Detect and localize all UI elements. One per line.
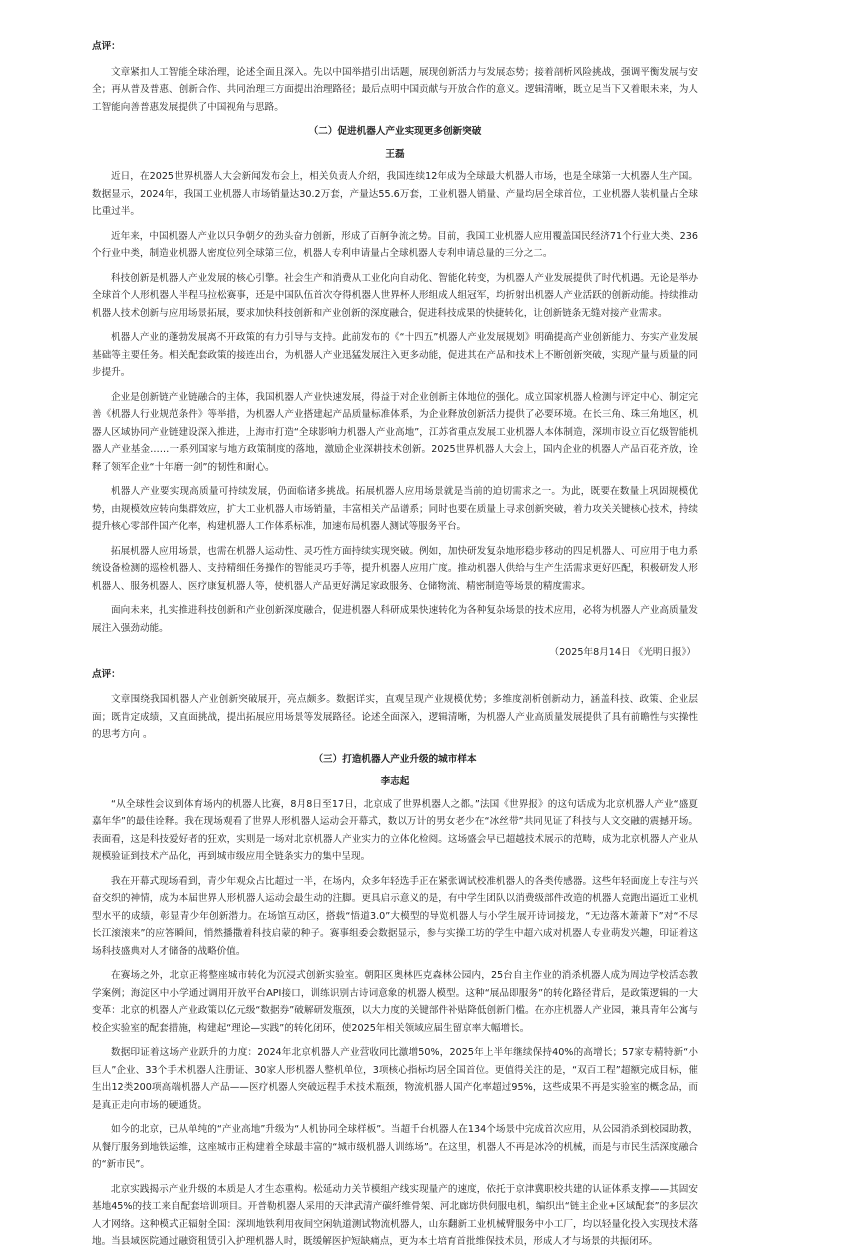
comment-text: 文章围绕我国机器人产业创新突破展开，亮点颇多。数据详实，直观呈现产业规模优势；多维度剖析创新动力，涵盖科技、政策、企业层面；既肯定成绩，又直面挑战，提出拓展应用场景等发展路径。论述全面深入，逻辑清晰，为机器人产业高质量发展提供了具有前瞻性与实操性的思考方向 。 [92, 694, 698, 740]
paragraph: 数据印证着这场产业跃升的力度：2024年北京机器人产业营收同比激增50%，2025年上半年继续保持40%的高增长；57家专精特新“小巨人”企业、33个手术机器人注册证、30家人形机器人整机单位，3项核心指标均居全国首位。更值得关注的是，“双百工程”超额完成目标，催生出12类200项高端机器人产品——医疗机器人突破远程手术技术瓶颈，物流机器人国产化率超过95%，这些成果不再是实验室的概念品，而是真正走向市场的硬通货。 [92, 1047, 698, 1111]
comment-label: 点评： [92, 668, 121, 680]
spacer [92, 683, 698, 691]
paragraph: 我在开幕式现场看到，青少年观众占比超过一半，在场内，众多年轻选手正在紧张调试校准机器人的各类传感器。这些年轻面庞上专注与兴奋交织的神情，成为本届世界人形机器人运动会最生动的注脚。更具启示意义的是，有中学生团队以消费级部件改造的机器人竞跑出逼近工业机型水平的成绩，彰显青少年创新潜力。在场馆互动区，搭载“悟道3.0”大模型的导览机器人与小学生展开诗词接龙，“无边落木萧萧下”对“不尽长江滚滚来”的应答瞬间，悄然播撒着科技启蒙的种子。赛事组委会数据显示，参与实操工坊的学生中超六成对机器人专业萌发兴趣，印证着这场科技盛典对人才储备的战略价值。 [92, 875, 698, 957]
article-body [92, 38, 698, 1258]
paragraph: 拓展机器人应用场景，也需在机器人运动性、灵巧性方面持续实现突破。例如，加快研发复杂地形稳步移动的四足机器人、可应用于电力系统设备检测的巡检机器人、支持精细任务操作的智能灵巧手等，提升机器人应用广度。推动机器人供给与生产生活需求更好匹配，积极研发人形机器人、服务机器人、医疗康复机器人等，使机器人产品更好满足家政服务、仓储物流、精密制造等场景的精度需求。 [92, 545, 698, 592]
source-citation: （2025年8月14日 《光明日报》） [549, 647, 696, 658]
comment-label: 点评： [92, 41, 121, 52]
paragraph: 科技创新是机器人产业发展的核心引擎。社会生产和消费从工业化向自动化、智能化转变，为机器人产业发展提供了时代机遇。无论是举办全球首个人形机器人半程马拉松赛事，还是中国队伍首次夺得机器人世界杯人形组成人组冠军，均折射出机器人产业活跃的创新动能。持续推动机器人技术创新与应用场景拓展，要求加快科技创新和产业创新的深度融合，促进科技成果的快捷转化，让创新链条无缝对接产业需求。 [92, 272, 698, 319]
paragraph: 在赛场之外，北京正将整座城市转化为沉浸式创新实验室。朝阳区奥林匹克森林公园内，25台自主作业的消杀机器人成为周边学校活态教学案例；海淀区中小学通过调用开放平台API接口，训练识别古诗词意象的机器人模型。这种“展品即服务”的转化路径背后，是政策逻辑的一大变革：北京的机器人产业政策以亿元级“数据券”破解研发瓶颈，以大力度的关键部件补贴降低创新门槛。在亦庄机器人产业园，兼具青年公寓与校企实验室的配套措施，构建起“理论—实践”的转化闭环，使2025年相关领域应届生留京率大幅增长。 [92, 970, 698, 1034]
paragraph: 机器人产业的蓬勃发展离不开政策的有力引导与支持。此前发布的《“十四五”机器人产业发展规划》明确提高产业创新能力、夯实产业发展基础等主要任务。相关配套政策的接连出台，为机器人产业迅猛发展注入更多动能，促进其在产品和技术上不断创新突破，实现产量与质量的同步提升。 [92, 332, 698, 378]
section-title: （三）打造机器人产业升级的城市样本 [313, 753, 477, 765]
paragraph: “从全球性会议到体育场内的机器人比赛，8月8日至17日，北京成了世界机器人之都。”法国《世界报》的这句话成为北京机器人产业“盛夏嘉年华”的最佳诠释。我在现场观看了世界人形机器人运动会开幕式，数以万计的男女老少在“冰丝带”共同见证了科技与人文交融的震撼开场。表面看，这是科技爱好者的狂欢，实则是一场对北京机器人产业实力的立体化检阅。这场盛会早已超越技术展示的范畴，成为北京机器人产业从规模验证到技术产品化，再到城市级应用全链条实力的集中呈现。 [92, 798, 698, 862]
paragraph: 近年来，中国机器人产业以只争朝夕的劲头奋力创新，形成了百舸争流之势。目前，我国工业机器人应用覆盖国民经济71个行业大类、236个行业中类，制造业机器人密度位列全球第三位，机器人专利申请量占全球机器人专利申请总量的三分之二。 [92, 230, 698, 259]
spacer [92, 56, 698, 64]
paragraph: 面向未来，扎实推进科技创新和产业创新深度融合，促进机器人科研成果快速转化为各种复杂场景的技术应用，必将为机器人产业高质量发展注入强劲动能。 [92, 605, 698, 634]
author-name: 王磊 [385, 148, 405, 160]
paragraph: 企业是创新链产业链融合的主体，我国机器人产业快速发展，得益于对企业创新主体地位的强化。成立国家机器人检测与评定中心、制定完善《机器人行业规范条件》等举措，为机器人产业搭建起产品质量标准体系，为企业释放创新活力提供了必要环境。在长三角、珠三角地区，机器人区域协同产业链建设深入推进，上海市打造“全球影响力机器人产业高地”，江苏省重点发展工业机器人本体制造，深圳市设立百亿级智能机器人产业基金……一系列国家与地方政策制度的落地，激励企业深耕技术创新。2025世界机器人大会上，国内企业的机器人产品百花齐放，诠释了领军企业“十年磨一剑”的韧性和耐心。 [92, 391, 698, 473]
comment-text: 文章紧扣人工智能全球治理，论述全面且深入。先以中国举措引出话题，展现创新活力与发展态势；接着剖析风险挑战，强调平衡发展与安全；再从普及普惠、创新合作、共同治理三方面提出治理路径；最后点明中国贡献与开放合作的意义。逻辑清晰，既立足当下又着眼未来，为人工智能向善普惠发展提供了中国视角与思路。 [92, 66, 698, 113]
paragraph: 北京实践揭示产业升级的本质是人才生态重构。松延动力关节模组产线实现量产的速度，依托于京津冀职校共建的认证体系支撑——其固安基地45%的技工来自配套培训项目。开普勒机器人采用的天津武清产碳纤维骨架、河北廊坊供伺服电机，编织出“链主企业+区域配套”的多层次人才网络。这种模式正辐射全国：深圳地铁利用夜间空闲轨道测试物流机器人，山东翻新工业机械臂服务中小工厂，均以轻量化投入实现技术落地。当县域医院通过融资租赁引入护理机器人时，既缓解医护短缺痛点，更为本土培育首批维保技术员，形成人才与场景的共振闭环。 [92, 1183, 698, 1247]
paragraph: 如今的北京，已从单纯的“产业高地”升级为“人机协同全球样板”。当超千台机器人在134个场景中完成首次应用，从公园消杀到校园助教，从餐厅服务到地铁运维，这座城市正构建着全球最丰富的“城市级机器人训练场”。在这里，机器人不再是冰冷的机械，而是与市民生活深度融合的“新市民”。 [92, 1124, 698, 1170]
paragraph: 近日，在2025世界机器人大会新闻发布会上，相关负责人介绍，我国连续12年成为全球最大机器人市场，也是全球第一大机器人生产国。数据显示，2024年，我国工业机器人市场销量达30.2万套，产量达55.6万套，工业机器人销量、产量均居全球首位，工业机器人装机量占全球比重过半。 [92, 171, 698, 217]
paragraph: 机器人产业要实现高质量可持续发展，仍面临诸多挑战。拓展机器人应用场景就是当前的迫切需求之一。为此，既要在数量上巩固规模优势，由规模效应转向集群效应，扩大工业机器人市场销量，丰富相关产品谱系；同时也要在质量上寻求创新突破，着力攻关关键核心技术，持续提升核心零部件国产化率，构建机器人工作体系标准，加速布局机器人测试等服务平台。 [92, 486, 698, 532]
section-title: （二）促进机器人产业实现更多创新突破 [308, 126, 482, 137]
author-name: 李志起 [380, 776, 410, 787]
